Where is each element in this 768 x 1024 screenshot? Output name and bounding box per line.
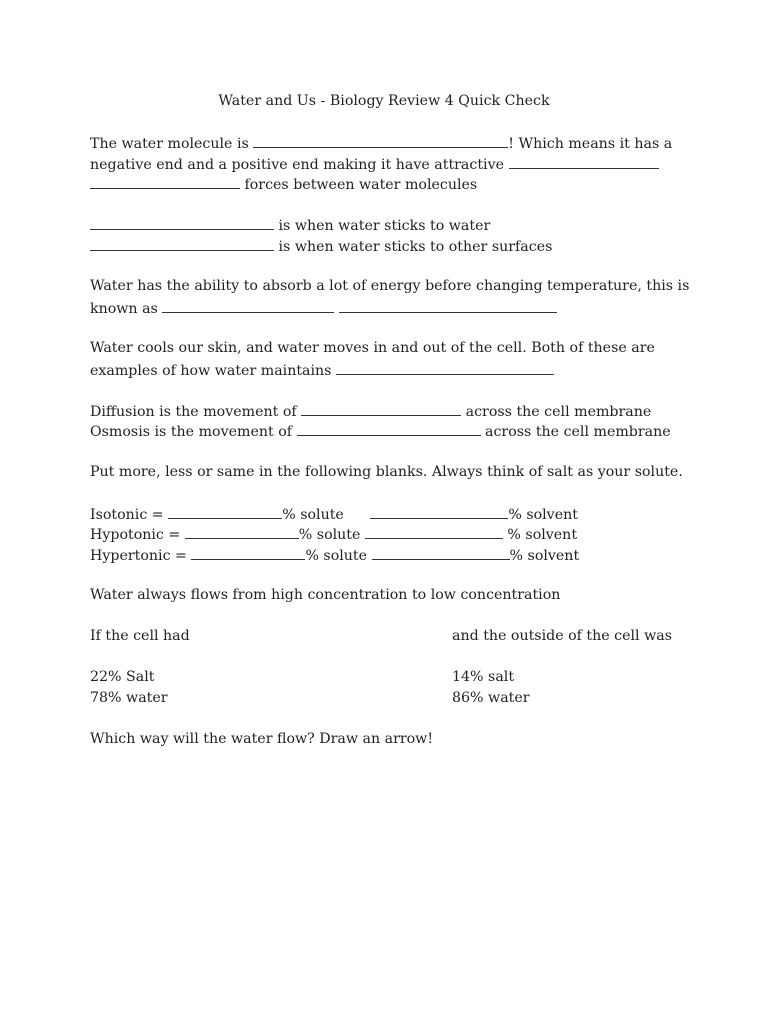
specific-heat-line-1 xyxy=(90,276,690,297)
hypotonic-solute-label: % solute xyxy=(298,527,361,544)
attractive-blank-2[interactable] xyxy=(90,173,240,189)
osmosis-text-b: across the cell membrane xyxy=(485,424,671,441)
polarity-text-b: ! Which means it has a xyxy=(508,136,673,152)
polarity-text-d: forces between water molecules xyxy=(244,177,478,194)
isotonic-line xyxy=(90,503,690,524)
worksheet-title: Water and Us - Biology Review 4 Quick Check xyxy=(218,93,550,109)
osmosis-text-a: Osmosis is the movement of xyxy=(90,424,292,441)
draw-arrow-text: Which way will the water flow? Draw an arrow! xyxy=(90,731,434,748)
polarity-line-2 xyxy=(90,153,690,174)
cell-salt: 22% Salt xyxy=(90,669,155,686)
attractive-blank-1[interactable] xyxy=(509,153,659,169)
hypertonic-line xyxy=(90,544,690,565)
outside-salt: 14% salt xyxy=(452,669,515,686)
diffusion-line xyxy=(90,400,690,421)
cell-water: 78% water xyxy=(90,690,168,707)
homeostasis-text-a: Water cools our skin, and water moves in and out of the cell. Both of these are xyxy=(90,339,655,356)
polarity-line-3 xyxy=(90,173,690,194)
hypotonic-label: Hypotonic = xyxy=(90,527,181,544)
homeostasis-line-1 xyxy=(90,338,690,359)
cohesion-line xyxy=(90,214,690,235)
homeostasis-text-b: examples of how water maintains xyxy=(90,362,332,379)
isotonic-solvent-blank[interactable] xyxy=(370,503,508,519)
cohesion-blank[interactable] xyxy=(90,214,274,230)
isotonic-solute-blank[interactable] xyxy=(168,503,282,519)
diffusion-text-b: across the cell membrane xyxy=(465,403,652,420)
draw-arrow-line xyxy=(90,729,690,750)
isotonic-solvent-label: % solvent xyxy=(508,506,578,523)
diffusion-blank[interactable] xyxy=(301,400,461,416)
specific-heat-line-2 xyxy=(90,297,690,318)
hypertonic-label: Hypertonic = xyxy=(90,547,187,564)
polarity-text-a: The water molecule is xyxy=(90,136,249,152)
hypertonic-solute-blank[interactable] xyxy=(191,544,305,560)
salt-line xyxy=(90,667,690,688)
hypotonic-solvent-blank[interactable] xyxy=(365,523,503,539)
specific-heat-text-a: Water has the ability to absorb a lot of energy before changing temperature, this is xyxy=(90,278,690,295)
specific-heat-blank-1[interactable] xyxy=(162,297,334,313)
flow-rule-line xyxy=(90,585,690,606)
hypertonic-solvent-blank[interactable] xyxy=(372,544,510,560)
adhesion-blank[interactable] xyxy=(90,235,274,251)
isotonic-solute-label: % solute xyxy=(282,506,344,523)
hypertonic-solvent-label: % solvent xyxy=(509,547,580,564)
homeostasis-blank[interactable] xyxy=(336,359,554,375)
cohesion-text: is when water sticks to water xyxy=(278,218,491,235)
osmosis-line xyxy=(90,420,690,441)
outside-header: and the outside of the cell was xyxy=(452,628,672,645)
polar-blank[interactable] xyxy=(253,132,508,148)
flow-rule-text: Water always flows from high concentration to low concentration xyxy=(90,587,561,604)
worksheet-body xyxy=(90,132,690,750)
osmosis-blank[interactable] xyxy=(297,420,481,436)
instructions-line xyxy=(90,462,690,483)
homeostasis-line-2 xyxy=(90,359,690,380)
cell-header: If the cell had xyxy=(90,628,190,645)
polarity-line-1 xyxy=(90,132,690,153)
adhesion-line xyxy=(90,235,690,256)
hypotonic-solvent-label: % solvent xyxy=(507,527,578,544)
adhesion-text: is when water sticks to other surfaces xyxy=(278,238,553,255)
specific-heat-text-b: known as xyxy=(90,300,158,317)
outside-water: 86% water xyxy=(452,690,530,707)
diffusion-text-a: Diffusion is the movement of xyxy=(90,403,297,420)
isotonic-label: Isotonic = xyxy=(90,506,164,523)
water-line xyxy=(90,688,690,709)
comparison-header-line xyxy=(90,626,690,647)
specific-heat-blank-2[interactable] xyxy=(339,297,557,313)
polarity-text-c: negative end and a positive end making it have attractive xyxy=(90,156,504,173)
hypertonic-solute-label: % solute xyxy=(305,547,368,564)
hypotonic-solute-blank[interactable] xyxy=(185,523,299,539)
hypotonic-line xyxy=(90,523,690,544)
instructions-text: Put more, less or same in the following blanks. Always think of salt as your solute. xyxy=(90,463,683,480)
